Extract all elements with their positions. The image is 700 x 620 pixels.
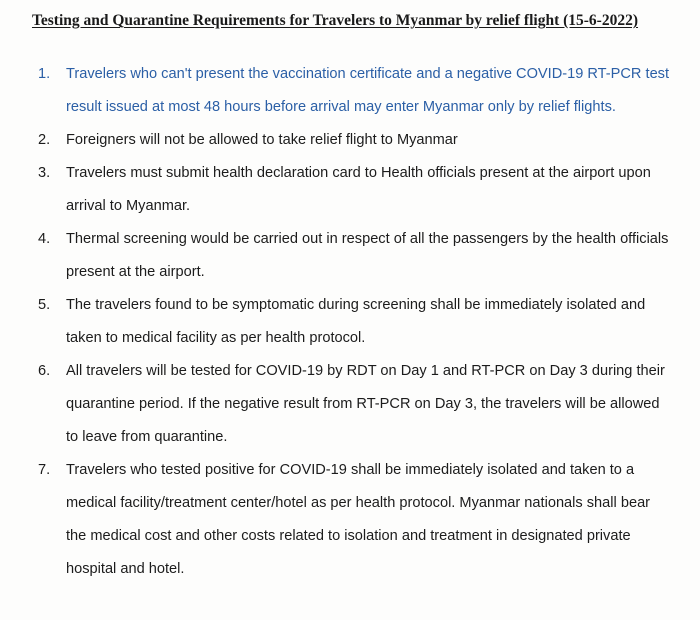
requirements-list	[38, 58, 670, 586]
list-item-text: The travelers found to be symptomatic during screening shall be immediately isolated and taken to medical facility as per health protocol.	[66, 297, 646, 346]
list-item-number: 2.	[38, 132, 51, 148]
list-item-number: 3.	[38, 165, 51, 181]
list-item-number: 1.	[38, 66, 51, 82]
list-item-6	[38, 355, 670, 454]
list-item-text: Travelers who can't present the vaccination certificate and a negative COVID-19 RT-PCR test result issued at most 48 hours before arrival may enter Myanmar only by relief flights.	[66, 66, 670, 115]
document-title: Testing and Quarantine Requirements for Travelers to Myanmar by relief flight (15-6-2022)	[31, 12, 639, 29]
list-item-text: Travelers who tested positive for COVID-19 shall be immediately isolated and taken to a medical facility/treatment center/hotel as per health protocol. Myanmar nationals shall bear the medical cost and other costs related to isolation and treatment in designated private hospital and hotel.	[66, 462, 651, 577]
list-item-5	[38, 289, 670, 355]
list-item-number: 4.	[38, 231, 51, 247]
list-item-text: Foreigners will not be allowed to take relief flight to Myanmar	[66, 132, 458, 148]
list-item-text: Travelers must submit health declaration card to Health officials present at the airport upon arrival to Myanmar.	[66, 165, 651, 214]
list-item-number: 6.	[38, 363, 51, 379]
list-item-number: 7.	[38, 462, 51, 478]
list-item-3	[38, 157, 670, 223]
list-item-text: All travelers will be tested for COVID-19 by RDT on Day 1 and RT-PCR on Day 3 during their quarantine period. If the negative result from RT-PCR on Day 3, the travelers will be allowed to leave from quarantine.	[66, 363, 665, 445]
list-item-text: Thermal screening would be carried out in respect of all the passengers by the health officials present at the airport.	[66, 231, 669, 280]
list-item-1	[38, 58, 670, 124]
list-item-4	[38, 223, 670, 289]
list-item-number: 5.	[38, 297, 51, 313]
list-item-7	[38, 454, 670, 586]
list-item-2	[38, 124, 670, 157]
